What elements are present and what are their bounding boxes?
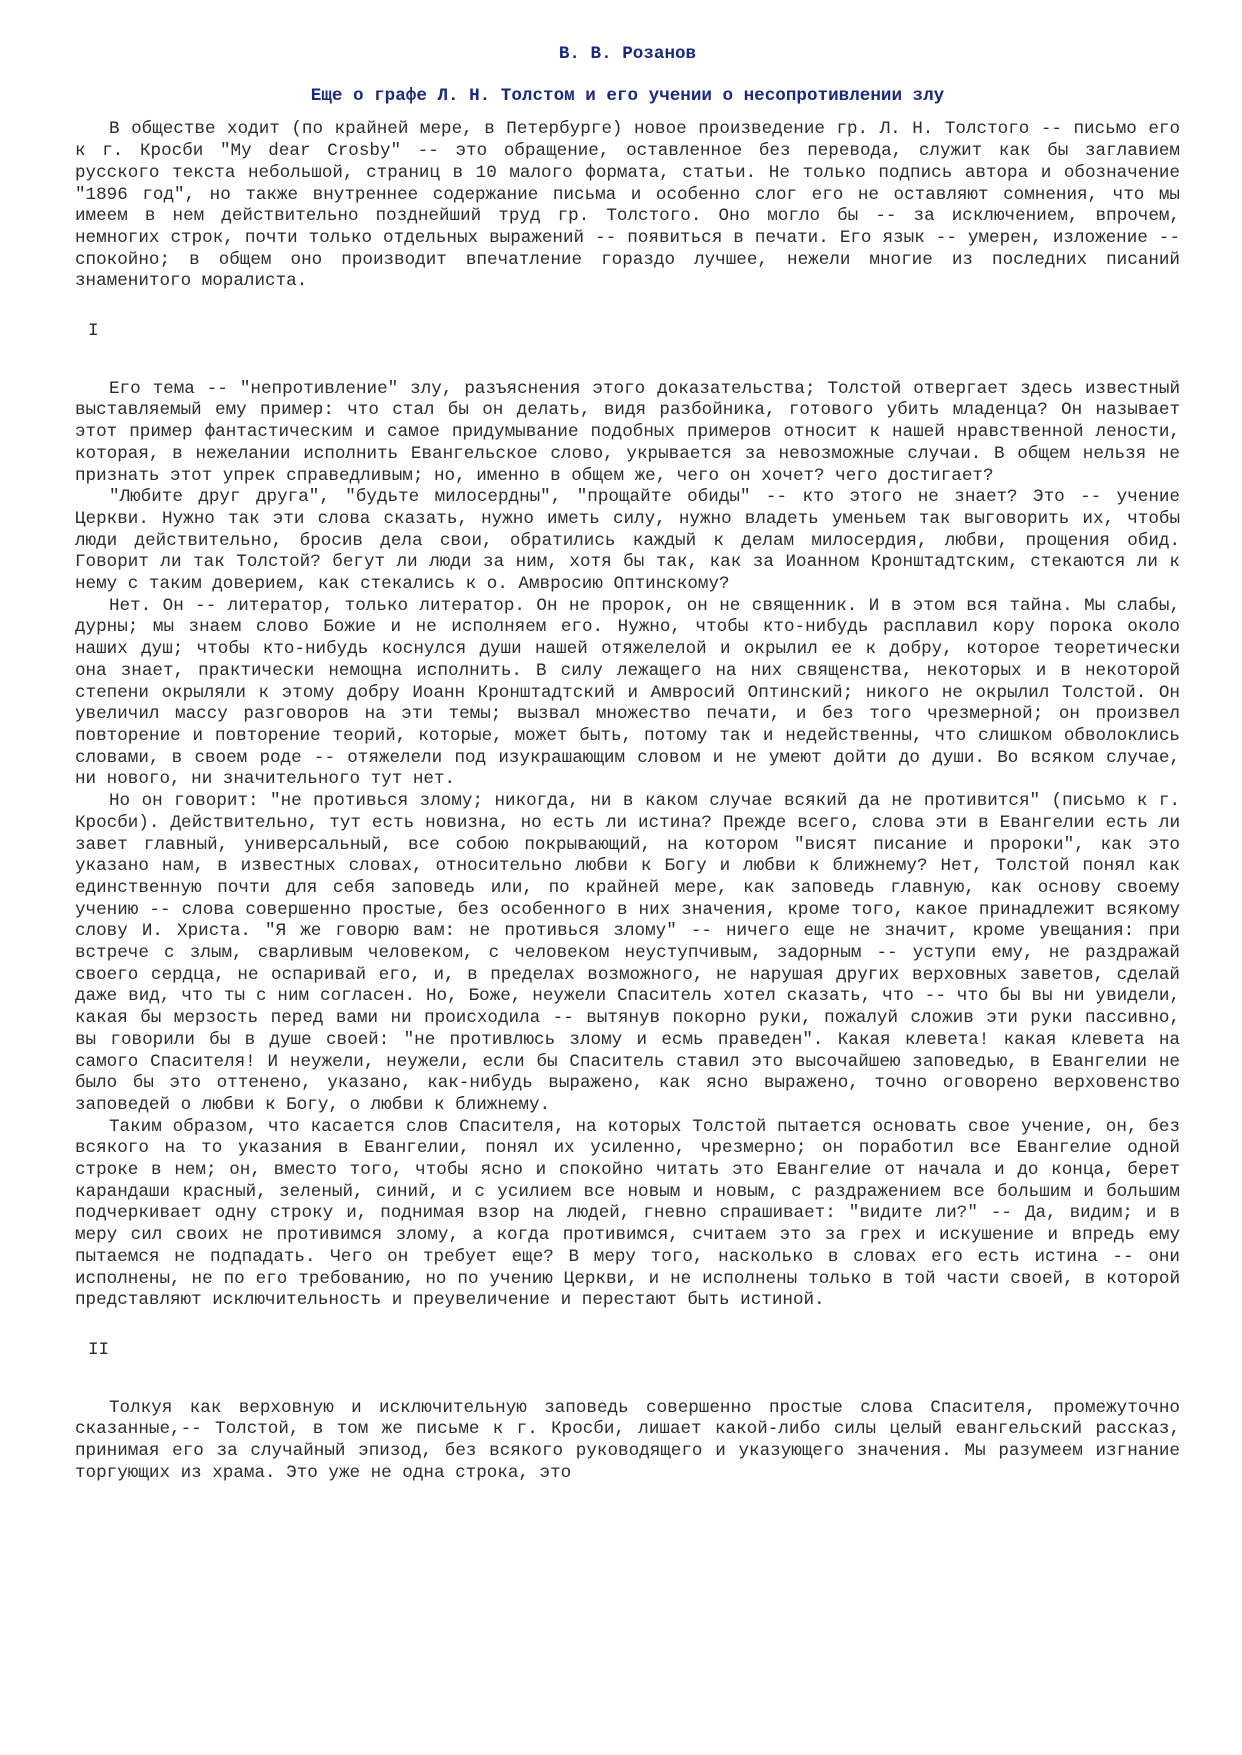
section-heading-1: I — [88, 321, 99, 342]
intro-block — [75, 119, 1180, 293]
paragraph: Толкуя как верховную и исключительную заповедь совершенно простые слова Спасителя, промежуточно сказанные,-- Толстой, в том же письме к г. Кросби, лишает какой-либо силы целый евангельский рассказ, принимая его за случайный эпизод, без всякого руководящего и указующего значения. Мы разумеем изгнание торгующих из храма. Это уже не одна строка, это — [75, 1397, 1180, 1483]
paragraph: В обществе ходит (по крайней мере, в Петербурге) новое произведение гр. Л. Н. Толстого -- письмо его к г. Кросби "My dear Crosby" -- это обращение, оставленное без перевода, служит как бы заглавием русского текста небольшой, страниц в 10 малого формата, статьи. Не только подпись автора и обозначение "1896 год", но также внутреннее содержание письма и особенно слог его не оставляют сомнения, что мы имеем в нем действительно позднейший труд гр. Толстого. Оно могло бы -- за исключением, впрочем, немногих строк, почти только отдельных выражений -- появиться в печати. Его язык -- умерен, изложение -- спокойно; в общем оно производит впечатление гораздо лучшее, нежели многие из последних писаний знаменитого моралиста. — [75, 119, 1180, 292]
section-1-body — [75, 379, 1180, 1312]
paragraph: Нет. Он -- литератор, только литератор. Он не пророк, он не священник. И в этом вся тайна. Мы слабы, дурны; мы знаем слово Божие и не исполняем его. Нужно, чтобы кто-нибудь расплавил кору порока около наших душ; чтобы кто-нибудь коснулся души нашей отяжелелой и окрылил ее к добру, которое теоретически она знает, практически немощна исполнить. В силу лежащего на них священства, некоторых и в некоторой степени окрыляли к этому добру Иоанн Кронштадтский и Амвросий Оптинский; никого не окрылил Толстой. Он увеличил массу разговоров на эти темы; вызвал множество печати, и без того чрезмерной; он произвел повторение и повторение теорий, которые, может быть, потому так и недейственны, что слишком обволоклись словами, в своем роде -- отяжелели под изукрашающим словом и не умеют дойти до души. Во всяком случае, ни нового, ни значительного тут нет. — [75, 595, 1180, 790]
article-title: Еще о графе Л. Н. Толстом и его учении о несопротивлении злу — [310, 85, 945, 106]
author-heading: В. В. Розанов — [558, 44, 697, 64]
section-heading-2: II — [88, 1339, 110, 1360]
paragraph: Таким образом, что касается слов Спасителя, на которых Толстой пытается основать свое учение, он, без всякого на то указания в Евангелии, понял их усиленно, чрезмерно; он поработил все Евангелие одной строке в нем; он, вместо того, чтобы ясно и спокойно читать это Евангелие от начала и до конца, берет карандаши красный, зеленый, синий, и с усилием все новым и новым, с раздражением все большим и большим подчеркивает одну строку и, поднимая взор на людей, гневно спрашивает: "видите ли?" -- Да, видим; и в меру сил своих не противимся злому, а когда противимся, считаем это за грех и искушение и впредь ему пытаемся не подпадать. Чего он требует еще? В меру того, насколько в словах его есть истина -- они исполнены, не по его требованию, но по учению Церкви, и не исполнены только в той части своей, в которой представляют исключительность и преувеличение и перестают быть истиной. — [75, 1116, 1180, 1311]
paragraph: "Любите друг друга", "будьте милосердны", "прощайте обиды" -- кто этого не знает? Это -- учение Церкви. Нужно так эти слова сказать, нужно иметь силу, нужно владеть уменьем так выговорить их, чтобы люди действительно, бросив дела свои, обратились каждый к делам милосердия, любви, прощения обид. Говорит ли так Толстой? бегут ли люди за ним, хотя бы так, как за Иоанном Кронштадтским, стекаются ли к нему с таким доверием, как стекались к о. Амвросию Оптинскому? — [75, 487, 1180, 595]
section-2-body — [75, 1398, 1180, 1485]
paragraph: Но он говорит: "не противься злому; никогда, ни в каком случае всякий да не противится" (письмо к г. Кросби). Действительно, тут есть новизна, но есть ли истина? Прежде всего, слова эти в Евангелии есть ли завет главный, универсальный, все собою покрывающий, на котором "висят писание и пророки", как это указано нам, в известных словах, относительно любви к Богу и любви к ближнему? Нет, Толстой понял как единственную почти для себя заповедь или, по крайней мере, как заповедь главную, как основу своему учению -- слова совершенно простые, без особенного в них значения, кроме того, какое принадлежит всякому слову И. Христа. "Я же говорю вам: не противься злому" -- ничего еще не значит, кроме увещания: при встрече с злым, сварливым человеком, с человеком неуступчивым, задорным -- уступи ему, не раздражай своего сердца, не оспаривай его, и, в пределах возможного, не нарушая других верховных заветов, сделай даже вид, что ты с ним согласен. Но, Боже, неужели Спаситель хотел сказать, что -- что бы вы ни увидели, какая бы мерзость перед вами ни происходила -- вытянув покорно руки, пожалуй сложив эти руки пассивно, вы говорили бы в душе своей: "не противлюсь злому и есмь праведен". Какая клевета! какая клевета на самого Спасителя! И неужели, неужели, если бы Спаситель ставил это высочайшею заповедью, в Евангелии не было бы это оттенено, указано, как-нибудь выражено, как ясно выражено, точно оговорено верховенство заповедей о любви к Богу, о любви к ближнему. — [75, 791, 1180, 1115]
document — [75, 40, 1180, 1484]
paragraph: Его тема -- "непротивление" злу, разъяснения этого доказательства; Толстой отвергает здесь известный выставляемый ему пример: что стал бы он делать, видя разбойника, готового убить младенца? Он называет этот пример фантастическим и самое придумывание подобных примеров относит к нашей нравственной лености, которая, в нежелании исполнить Евангельское слово, укрывается за невозможные случаи. В общем нельзя не признать этот упрек справедливым; но, именно в общем же, чего он хочет? чего достигает? — [75, 378, 1180, 486]
